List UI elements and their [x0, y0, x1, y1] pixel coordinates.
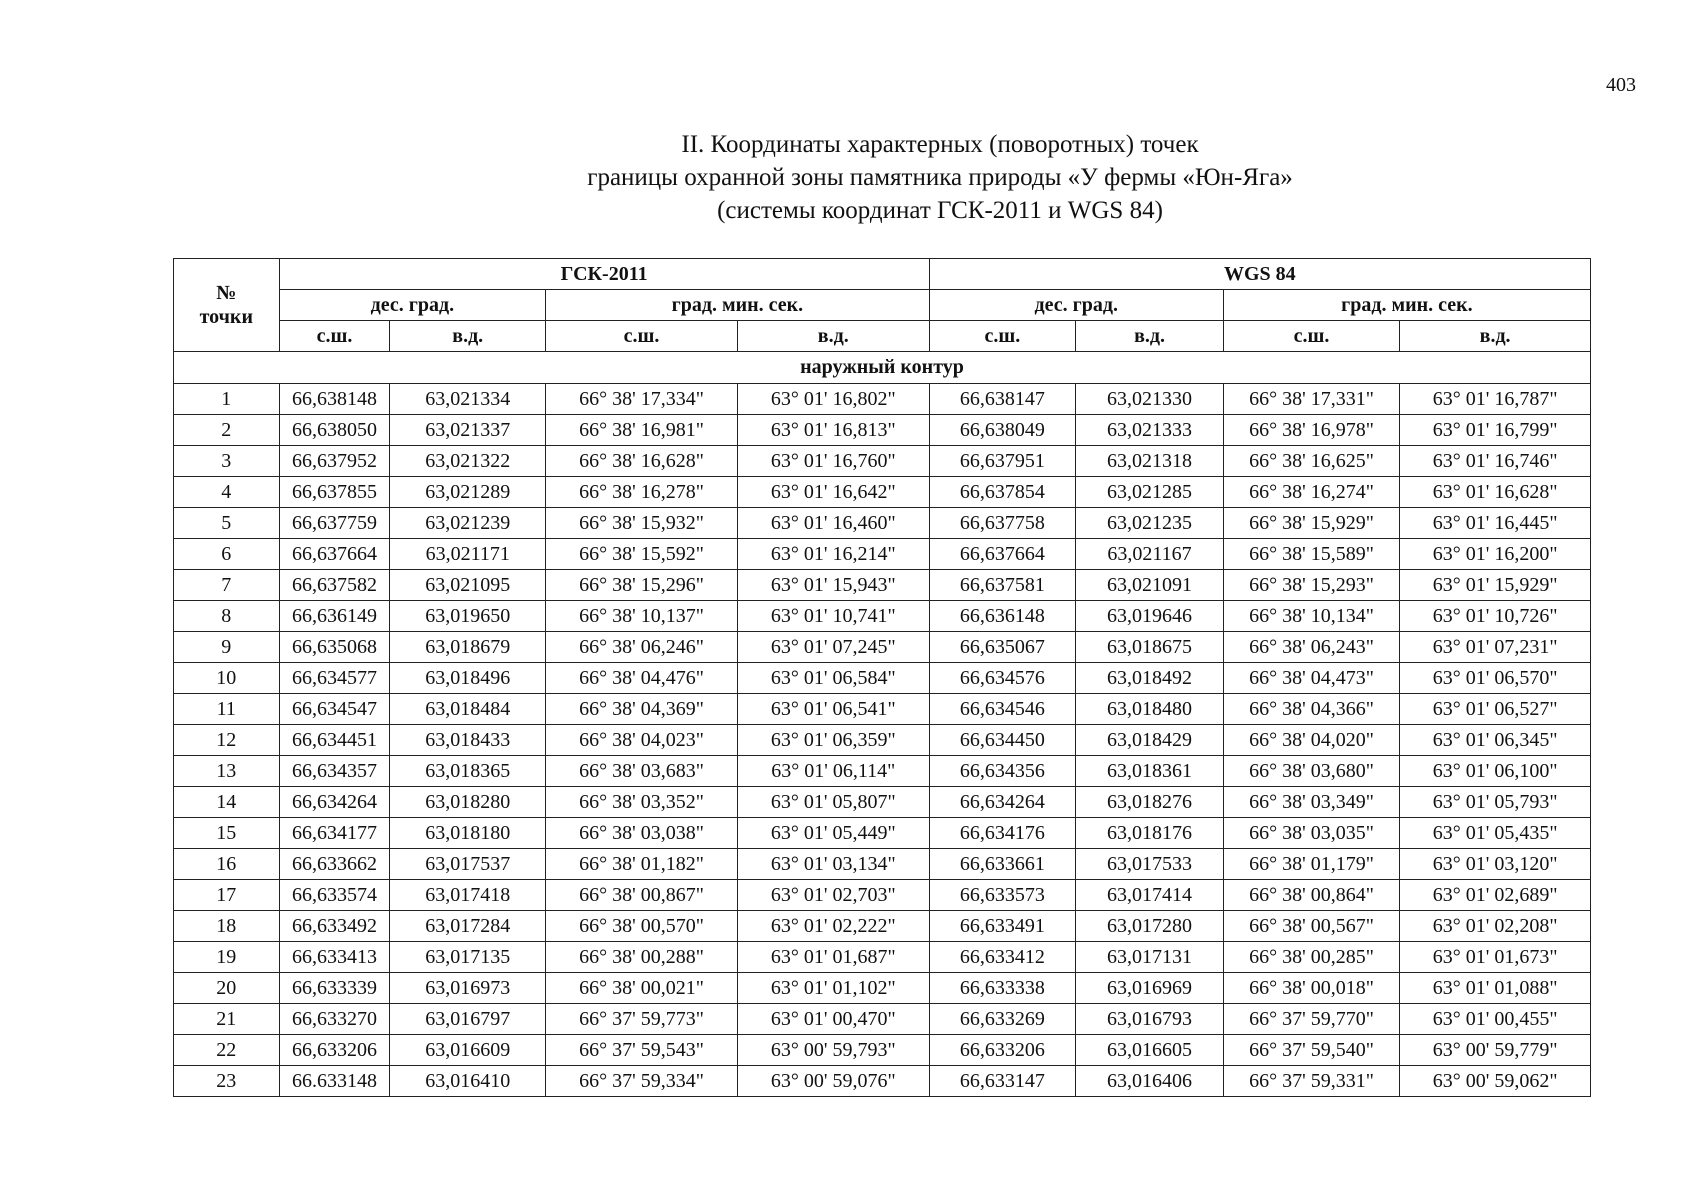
- wgs-dms-lon-cell: 63° 01' 05,435": [1400, 818, 1591, 849]
- table-row: [174, 942, 1591, 973]
- wgs-dms-lon-cell: 63° 01' 03,120": [1400, 849, 1591, 880]
- gsk-dec-lon-cell: 63,019650: [390, 601, 546, 632]
- gsk-dms-lon-cell: 63° 01' 06,584": [737, 663, 929, 694]
- point-number-cell: 22: [174, 1035, 280, 1066]
- wgs-dec-lon-cell: 63,016793: [1076, 1004, 1224, 1035]
- gsk-dms-lon-cell: 63° 01' 00,470": [737, 1004, 929, 1035]
- point-number-cell: 1: [174, 384, 280, 415]
- wgs-dec-lat-cell: 66,634546: [929, 694, 1076, 725]
- gsk-dec-lat-cell: 66,633206: [279, 1035, 390, 1066]
- wgs-dms-lon-cell: 63° 01' 16,799": [1400, 415, 1591, 446]
- gsk-dms-lon-cell: 63° 01' 02,703": [737, 880, 929, 911]
- gsk-dms-header: град. мин. сек.: [546, 290, 929, 321]
- wgs-dec-lat-cell: 66,633573: [929, 880, 1076, 911]
- gsk-dms-lon-header: в.д.: [737, 321, 929, 352]
- table-row: [174, 570, 1591, 601]
- wgs-dms-lon-cell: 63° 01' 06,570": [1400, 663, 1591, 694]
- table-row: [174, 1004, 1591, 1035]
- point-number-cell: 10: [174, 663, 280, 694]
- point-number-cell: 4: [174, 477, 280, 508]
- wgs-dms-lat-cell: 66° 38' 04,473": [1223, 663, 1399, 694]
- wgs-dec-lat-cell: 66,633269: [929, 1004, 1076, 1035]
- wgs-dms-lat-cell: 66° 38' 15,929": [1223, 508, 1399, 539]
- gsk-dec-lon-cell: 63,021239: [390, 508, 546, 539]
- table-row: [174, 849, 1591, 880]
- point-number-header-line2: точки: [199, 306, 253, 328]
- gsk-dms-lat-cell: 66° 38' 16,628": [546, 446, 738, 477]
- wgs-dms-lon-cell: 63° 01' 06,527": [1400, 694, 1591, 725]
- gsk-dms-lat-cell: 66° 38' 16,981": [546, 415, 738, 446]
- point-number-cell: 8: [174, 601, 280, 632]
- wgs-dms-lon-cell: 63° 01' 00,455": [1400, 1004, 1591, 1035]
- gsk-dec-lon-cell: 63,021171: [390, 539, 546, 570]
- point-number-cell: 21: [174, 1004, 280, 1035]
- header-row-axes: [174, 321, 1591, 352]
- wgs-dec-deg-header: дес. град.: [929, 290, 1223, 321]
- wgs-dec-lon-cell: 63,017414: [1076, 880, 1224, 911]
- gsk-dec-lon-cell: 63,021334: [390, 384, 546, 415]
- point-number-cell: 2: [174, 415, 280, 446]
- table-row: [174, 1066, 1591, 1097]
- gsk-dec-lat-cell: 66,634177: [279, 818, 390, 849]
- gsk-dms-lat-cell: 66° 38' 00,867": [546, 880, 738, 911]
- title-line-3: (системы координат ГСК-2011 и WGS 84): [717, 197, 1163, 224]
- system-wgs-header: WGS 84: [929, 259, 1590, 290]
- point-number-cell: 11: [174, 694, 280, 725]
- wgs-dms-lat-cell: 66° 38' 15,293": [1223, 570, 1399, 601]
- gsk-dec-lat-cell: 66,634357: [279, 756, 390, 787]
- gsk-dec-lon-cell: 63,017537: [390, 849, 546, 880]
- table-row: [174, 880, 1591, 911]
- wgs-dms-lat-cell: 66° 38' 00,567": [1223, 911, 1399, 942]
- wgs-dms-lon-cell: 63° 01' 05,793": [1400, 787, 1591, 818]
- gsk-dec-lat-cell: 66,637664: [279, 539, 390, 570]
- gsk-dec-lat-cell: 66,636149: [279, 601, 390, 632]
- gsk-dec-lon-header: в.д.: [390, 321, 546, 352]
- gsk-dms-lat-cell: 66° 37' 59,543": [546, 1035, 738, 1066]
- wgs-dms-lat-cell: 66° 37' 59,770": [1223, 1004, 1399, 1035]
- gsk-dec-lat-cell: 66,635068: [279, 632, 390, 663]
- wgs-dec-lat-cell: 66,634356: [929, 756, 1076, 787]
- wgs-dms-lat-cell: 66° 38' 15,589": [1223, 539, 1399, 570]
- table-row: [174, 694, 1591, 725]
- table-row: [174, 818, 1591, 849]
- gsk-dms-lon-cell: 63° 01' 05,807": [737, 787, 929, 818]
- gsk-dms-lon-cell: 63° 01' 01,102": [737, 973, 929, 1004]
- gsk-dms-lon-cell: 63° 00' 59,793": [737, 1035, 929, 1066]
- section-label: наружный контур: [174, 352, 1591, 384]
- point-number-cell: 16: [174, 849, 280, 880]
- wgs-dec-lon-cell: 63,017533: [1076, 849, 1224, 880]
- gsk-dec-lat-cell: 66,634264: [279, 787, 390, 818]
- wgs-dec-lat-cell: 66,638049: [929, 415, 1076, 446]
- point-number-cell: 18: [174, 911, 280, 942]
- wgs-dec-lon-cell: 63,021318: [1076, 446, 1224, 477]
- wgs-dms-lat-cell: 66° 38' 06,243": [1223, 632, 1399, 663]
- table-row: [174, 508, 1591, 539]
- wgs-dec-lat-cell: 66,634576: [929, 663, 1076, 694]
- point-number-cell: 12: [174, 725, 280, 756]
- table-row: [174, 911, 1591, 942]
- gsk-dms-lat-cell: 66° 37' 59,334": [546, 1066, 738, 1097]
- wgs-dms-lon-cell: 63° 01' 07,231": [1400, 632, 1591, 663]
- gsk-dms-lat-cell: 66° 38' 04,369": [546, 694, 738, 725]
- gsk-dms-lat-cell: 66° 38' 03,683": [546, 756, 738, 787]
- gsk-dec-lon-cell: 63,016797: [390, 1004, 546, 1035]
- gsk-dms-lat-cell: 66° 38' 03,352": [546, 787, 738, 818]
- table-row: [174, 1035, 1591, 1066]
- wgs-dms-lon-cell: 63° 01' 06,345": [1400, 725, 1591, 756]
- gsk-dec-lat-cell: 66,633339: [279, 973, 390, 1004]
- wgs-dec-lat-cell: 66,633412: [929, 942, 1076, 973]
- header-row-systems: [174, 259, 1591, 290]
- gsk-dec-lon-cell: 63,018280: [390, 787, 546, 818]
- gsk-dms-lon-cell: 63° 01' 16,760": [737, 446, 929, 477]
- wgs-dec-lon-cell: 63,018429: [1076, 725, 1224, 756]
- gsk-dms-lat-cell: 66° 38' 00,288": [546, 942, 738, 973]
- wgs-dms-lat-header: с.ш.: [1223, 321, 1399, 352]
- wgs-dec-lon-cell: 63,019646: [1076, 601, 1224, 632]
- point-number-cell: 23: [174, 1066, 280, 1097]
- wgs-dms-lon-cell: 63° 01' 10,726": [1400, 601, 1591, 632]
- wgs-dec-lat-cell: 66,633338: [929, 973, 1076, 1004]
- wgs-dms-lon-cell: 63° 01' 02,208": [1400, 911, 1591, 942]
- header-row-formats: [174, 290, 1591, 321]
- table-row: [174, 725, 1591, 756]
- gsk-dms-lon-cell: 63° 01' 06,541": [737, 694, 929, 725]
- gsk-dec-lon-cell: 63,017135: [390, 942, 546, 973]
- gsk-dms-lon-cell: 63° 01' 06,114": [737, 756, 929, 787]
- gsk-dec-lon-cell: 63,018496: [390, 663, 546, 694]
- wgs-dec-lon-cell: 63,018492: [1076, 663, 1224, 694]
- gsk-dms-lon-cell: 63° 01' 15,943": [737, 570, 929, 601]
- wgs-dec-lat-header: с.ш.: [929, 321, 1076, 352]
- wgs-dec-lat-cell: 66,637854: [929, 477, 1076, 508]
- wgs-dms-lon-cell: 63° 01' 15,929": [1400, 570, 1591, 601]
- title-line-2: границы охранной зоны памятника природы «У фермы «Юн-Яга»: [587, 164, 1293, 191]
- wgs-dms-lat-cell: 66° 38' 03,035": [1223, 818, 1399, 849]
- wgs-dec-lat-cell: 66,634450: [929, 725, 1076, 756]
- wgs-dec-lon-cell: 63,017280: [1076, 911, 1224, 942]
- wgs-dms-lon-cell: 63° 01' 16,787": [1400, 384, 1591, 415]
- gsk-dec-lon-cell: 63,018679: [390, 632, 546, 663]
- wgs-dec-lon-cell: 63,016605: [1076, 1035, 1224, 1066]
- gsk-dms-lon-cell: 63° 01' 01,687": [737, 942, 929, 973]
- gsk-dms-lon-cell: 63° 01' 02,222": [737, 911, 929, 942]
- wgs-dms-lat-cell: 66° 38' 17,331": [1223, 384, 1399, 415]
- wgs-dec-lon-cell: 63,021235: [1076, 508, 1224, 539]
- gsk-dms-lon-cell: 63° 01' 16,802": [737, 384, 929, 415]
- gsk-dms-lat-cell: 66° 38' 00,021": [546, 973, 738, 1004]
- point-number-cell: 20: [174, 973, 280, 1004]
- gsk-dms-lat-cell: 66° 38' 01,182": [546, 849, 738, 880]
- gsk-dms-lon-cell: 63° 01' 03,134": [737, 849, 929, 880]
- gsk-dms-lon-cell: 63° 01' 05,449": [737, 818, 929, 849]
- gsk-dec-lat-cell: 66,633492: [279, 911, 390, 942]
- wgs-dms-lat-cell: 66° 38' 04,020": [1223, 725, 1399, 756]
- gsk-dec-lat-cell: 66.633148: [279, 1066, 390, 1097]
- gsk-dms-lat-cell: 66° 38' 03,038": [546, 818, 738, 849]
- gsk-dms-lon-cell: 63° 00' 59,076": [737, 1066, 929, 1097]
- table-header: [174, 259, 1591, 352]
- gsk-dec-deg-header: дес. град.: [279, 290, 546, 321]
- gsk-dms-lon-cell: 63° 01' 16,460": [737, 508, 929, 539]
- wgs-dms-lat-cell: 66° 37' 59,540": [1223, 1035, 1399, 1066]
- wgs-dms-lon-cell: 63° 01' 16,200": [1400, 539, 1591, 570]
- wgs-dec-lon-cell: 63,021091: [1076, 570, 1224, 601]
- point-number-cell: 7: [174, 570, 280, 601]
- gsk-dec-lon-cell: 63,016410: [390, 1066, 546, 1097]
- wgs-dms-lat-cell: 66° 38' 04,366": [1223, 694, 1399, 725]
- gsk-dms-lon-cell: 63° 01' 16,214": [737, 539, 929, 570]
- wgs-dms-lat-cell: 66° 38' 16,625": [1223, 446, 1399, 477]
- gsk-dec-lon-cell: 63,018484: [390, 694, 546, 725]
- wgs-dms-lat-cell: 66° 38' 03,349": [1223, 787, 1399, 818]
- gsk-dec-lon-cell: 63,016973: [390, 973, 546, 1004]
- gsk-dms-lon-cell: 63° 01' 06,359": [737, 725, 929, 756]
- gsk-dms-lat-cell: 66° 38' 06,246": [546, 632, 738, 663]
- gsk-dec-lat-cell: 66,634547: [279, 694, 390, 725]
- gsk-dms-lat-cell: 66° 38' 15,296": [546, 570, 738, 601]
- point-number-header: [174, 259, 280, 352]
- table-row: [174, 539, 1591, 570]
- wgs-dms-lat-cell: 66° 38' 16,978": [1223, 415, 1399, 446]
- wgs-dms-lon-cell: 63° 01' 06,100": [1400, 756, 1591, 787]
- wgs-dec-lon-cell: 63,018361: [1076, 756, 1224, 787]
- point-number-cell: 13: [174, 756, 280, 787]
- table-row: [174, 415, 1591, 446]
- gsk-dec-lon-cell: 63,018180: [390, 818, 546, 849]
- gsk-dms-lat-cell: 66° 38' 04,476": [546, 663, 738, 694]
- gsk-dec-lon-cell: 63,021095: [390, 570, 546, 601]
- point-number-cell: 15: [174, 818, 280, 849]
- wgs-dec-lat-cell: 66,635067: [929, 632, 1076, 663]
- document-title: [400, 128, 1480, 227]
- gsk-dec-lat-cell: 66,633413: [279, 942, 390, 973]
- wgs-dms-lon-cell: 63° 01' 01,673": [1400, 942, 1591, 973]
- wgs-dec-lat-cell: 66,637951: [929, 446, 1076, 477]
- wgs-dec-lat-cell: 66,633147: [929, 1066, 1076, 1097]
- gsk-dms-lat-header: с.ш.: [546, 321, 738, 352]
- gsk-dec-lat-cell: 66,633574: [279, 880, 390, 911]
- wgs-dms-lon-cell: 63° 01' 01,088": [1400, 973, 1591, 1004]
- gsk-dec-lat-cell: 66,634451: [279, 725, 390, 756]
- wgs-dec-lat-cell: 66,637664: [929, 539, 1076, 570]
- table-row: [174, 756, 1591, 787]
- gsk-dec-lon-cell: 63,016609: [390, 1035, 546, 1066]
- gsk-dec-lat-cell: 66,637855: [279, 477, 390, 508]
- wgs-dec-lat-cell: 66,637758: [929, 508, 1076, 539]
- wgs-dms-header: град. мин. сек.: [1223, 290, 1590, 321]
- wgs-dms-lon-cell: 63° 01' 16,628": [1400, 477, 1591, 508]
- gsk-dec-lat-header: с.ш.: [279, 321, 390, 352]
- wgs-dec-lat-cell: 66,636148: [929, 601, 1076, 632]
- gsk-dec-lon-cell: 63,021322: [390, 446, 546, 477]
- gsk-dms-lat-cell: 66° 38' 04,023": [546, 725, 738, 756]
- wgs-dec-lon-cell: 63,018480: [1076, 694, 1224, 725]
- gsk-dms-lon-cell: 63° 01' 10,741": [737, 601, 929, 632]
- gsk-dec-lon-cell: 63,017284: [390, 911, 546, 942]
- wgs-dms-lat-cell: 66° 38' 00,018": [1223, 973, 1399, 1004]
- wgs-dec-lon-cell: 63,021330: [1076, 384, 1224, 415]
- table-row: [174, 446, 1591, 477]
- gsk-dec-lon-cell: 63,021337: [390, 415, 546, 446]
- wgs-dms-lat-cell: 66° 38' 16,274": [1223, 477, 1399, 508]
- gsk-dms-lat-cell: 66° 38' 16,278": [546, 477, 738, 508]
- wgs-dms-lon-header: в.д.: [1400, 321, 1591, 352]
- gsk-dec-lat-cell: 66,633662: [279, 849, 390, 880]
- wgs-dec-lon-cell: 63,018276: [1076, 787, 1224, 818]
- gsk-dms-lat-cell: 66° 38' 15,932": [546, 508, 738, 539]
- wgs-dec-lat-cell: 66,633661: [929, 849, 1076, 880]
- gsk-dms-lat-cell: 66° 38' 17,334": [546, 384, 738, 415]
- table-row: [174, 632, 1591, 663]
- wgs-dec-lon-cell: 63,021285: [1076, 477, 1224, 508]
- wgs-dec-lon-cell: 63,018176: [1076, 818, 1224, 849]
- gsk-dec-lon-cell: 63,018433: [390, 725, 546, 756]
- wgs-dms-lon-cell: 63° 01' 16,746": [1400, 446, 1591, 477]
- wgs-dec-lat-cell: 66,638147: [929, 384, 1076, 415]
- point-number-cell: 9: [174, 632, 280, 663]
- gsk-dec-lat-cell: 66,637759: [279, 508, 390, 539]
- wgs-dec-lat-cell: 66,634264: [929, 787, 1076, 818]
- wgs-dec-lat-cell: 66,637581: [929, 570, 1076, 601]
- wgs-dms-lat-cell: 66° 38' 01,179": [1223, 849, 1399, 880]
- wgs-dms-lon-cell: 63° 00' 59,779": [1400, 1035, 1591, 1066]
- wgs-dms-lat-cell: 66° 37' 59,331": [1223, 1066, 1399, 1097]
- wgs-dec-lon-header: в.д.: [1076, 321, 1224, 352]
- gsk-dms-lat-cell: 66° 38' 10,137": [546, 601, 738, 632]
- wgs-dec-lon-cell: 63,017131: [1076, 942, 1224, 973]
- table-row: [174, 787, 1591, 818]
- coordinates-table: [173, 258, 1591, 1097]
- table-row: [174, 384, 1591, 415]
- wgs-dec-lat-cell: 66,634176: [929, 818, 1076, 849]
- gsk-dec-lat-cell: 66,637582: [279, 570, 390, 601]
- wgs-dec-lon-cell: 63,021333: [1076, 415, 1224, 446]
- point-number-cell: 14: [174, 787, 280, 818]
- table-row: [174, 601, 1591, 632]
- wgs-dms-lon-cell: 63° 01' 16,445": [1400, 508, 1591, 539]
- page-number: 403: [1606, 74, 1636, 96]
- system-gsk-header: ГСК-2011: [279, 259, 929, 290]
- point-number-cell: 5: [174, 508, 280, 539]
- point-number-cell: 19: [174, 942, 280, 973]
- point-number-cell: 6: [174, 539, 280, 570]
- gsk-dec-lat-cell: 66,637952: [279, 446, 390, 477]
- point-number-cell: 3: [174, 446, 280, 477]
- gsk-dec-lat-cell: 66,633270: [279, 1004, 390, 1035]
- wgs-dec-lat-cell: 66,633206: [929, 1035, 1076, 1066]
- wgs-dms-lon-cell: 63° 01' 02,689": [1400, 880, 1591, 911]
- gsk-dms-lon-cell: 63° 01' 16,642": [737, 477, 929, 508]
- table-body: [174, 352, 1591, 1097]
- wgs-dms-lat-cell: 66° 38' 10,134": [1223, 601, 1399, 632]
- wgs-dec-lat-cell: 66,633491: [929, 911, 1076, 942]
- wgs-dec-lon-cell: 63,021167: [1076, 539, 1224, 570]
- gsk-dms-lon-cell: 63° 01' 07,245": [737, 632, 929, 663]
- gsk-dms-lat-cell: 66° 37' 59,773": [546, 1004, 738, 1035]
- wgs-dms-lon-cell: 63° 00' 59,062": [1400, 1066, 1591, 1097]
- wgs-dms-lat-cell: 66° 38' 00,285": [1223, 942, 1399, 973]
- gsk-dec-lon-cell: 63,017418: [390, 880, 546, 911]
- wgs-dms-lat-cell: 66° 38' 03,680": [1223, 756, 1399, 787]
- table-row: [174, 663, 1591, 694]
- title-line-1: II. Координаты характерных (поворотных) точек: [681, 131, 1199, 158]
- table-row: [174, 973, 1591, 1004]
- wgs-dec-lon-cell: 63,016969: [1076, 973, 1224, 1004]
- gsk-dms-lat-cell: 66° 38' 15,592": [546, 539, 738, 570]
- gsk-dms-lon-cell: 63° 01' 16,813": [737, 415, 929, 446]
- gsk-dec-lon-cell: 63,018365: [390, 756, 546, 787]
- gsk-dms-lat-cell: 66° 38' 00,570": [546, 911, 738, 942]
- point-number-header-line1: №: [216, 282, 237, 304]
- gsk-dec-lat-cell: 66,638050: [279, 415, 390, 446]
- table-row: [174, 477, 1591, 508]
- gsk-dec-lat-cell: 66,634577: [279, 663, 390, 694]
- wgs-dec-lon-cell: 63,016406: [1076, 1066, 1224, 1097]
- wgs-dec-lon-cell: 63,018675: [1076, 632, 1224, 663]
- section-row: [174, 352, 1591, 384]
- gsk-dec-lon-cell: 63,021289: [390, 477, 546, 508]
- wgs-dms-lat-cell: 66° 38' 00,864": [1223, 880, 1399, 911]
- point-number-cell: 17: [174, 880, 280, 911]
- gsk-dec-lat-cell: 66,638148: [279, 384, 390, 415]
